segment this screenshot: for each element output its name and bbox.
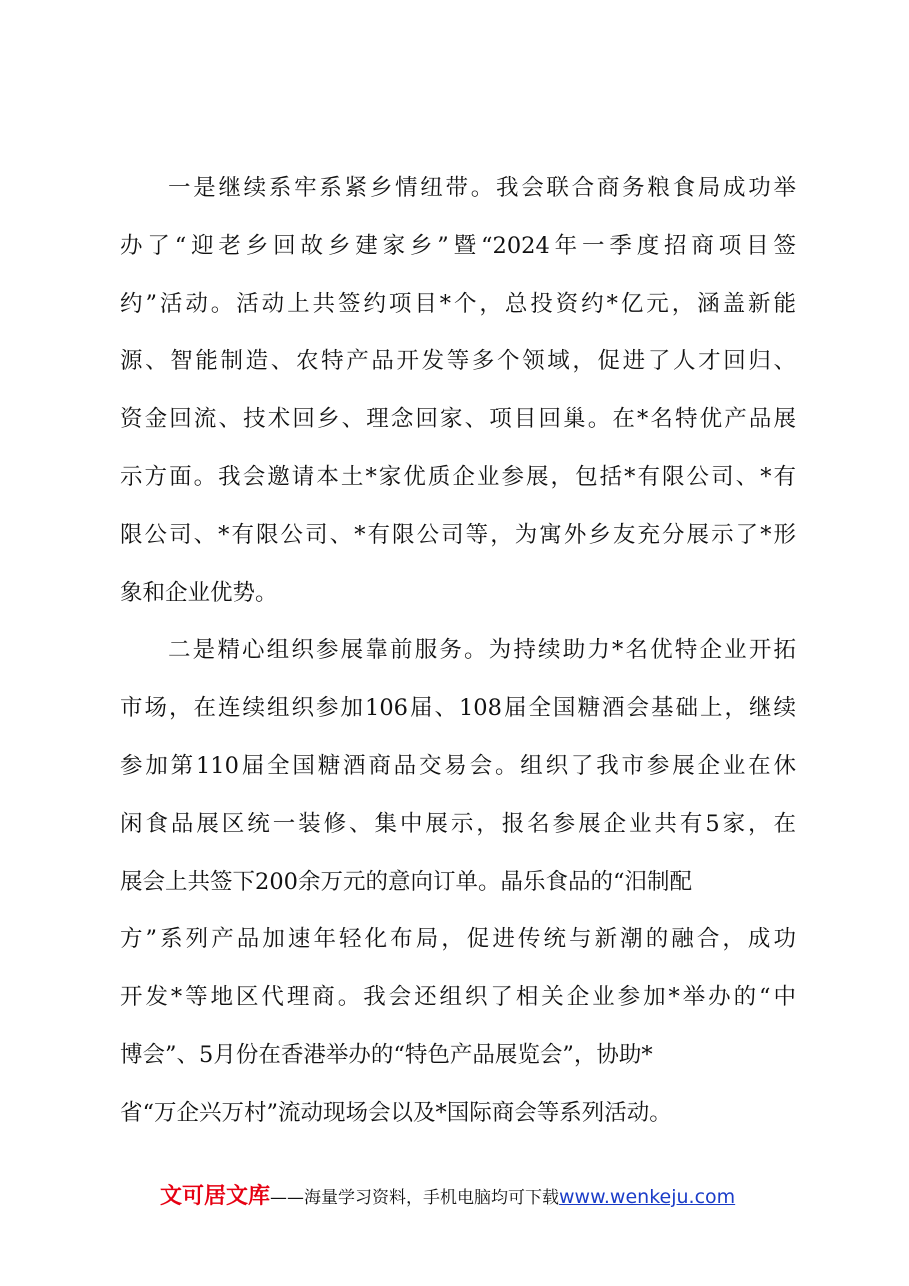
paragraph-1-line: 一是继续系牢系紧乡情纽带。我会联合商务粮食局成功举 (168, 175, 796, 201)
paragraph-1-line: 限公司、*有限公司、*有限公司等，为寓外乡友充分展示了*形 (120, 521, 796, 548)
footer-brand: 文可居文库 (160, 1184, 271, 1209)
paragraph-2-line: 省“万企兴万村”流动现场会以及*国际商会等系列活动。 (120, 1099, 672, 1126)
paragraph-2-line: 开发*等地区代理商。我会还组织了相关企业参加*举办的“中 (120, 984, 796, 1011)
footer-tagline: ——海量学习资料，手机电脑均可下载 (270, 1188, 560, 1208)
document-body (120, 160, 796, 1143)
footer-watermark (160, 1180, 860, 1214)
paragraph-2-line: 参加第110届全国糖酒商品交易会。组织了我市参展企业在休 (120, 752, 796, 779)
paragraph-1-line: 示方面。我会邀请本土*家优质企业参展，包括*有限公司、*有 (120, 463, 796, 490)
paragraph-1-line: 资金回流、技术回乡、理念回家、项目回巢。在*名特优产品展 (120, 406, 796, 433)
paragraph-2-line: 展会上共签下200余万元的意向订单。晶乐食品的“汨制配 (120, 868, 692, 895)
paragraph-1-line: 象和企业优势。 (120, 579, 278, 606)
paragraph-2-line: 方”系列产品加速年轻化布局，促进传统与新潮的融合，成功 (120, 926, 796, 953)
paragraph-2-line: 博会”、5月份在香港举办的“特色产品展览会”，协助* (120, 1041, 653, 1068)
paragraph-1-line: 源、智能制造、农特产品开发等多个领域，促进了人才回归、 (120, 348, 796, 375)
paragraph-2-line: 二是精心组织参展靠前服务。为持续助力*名优特企业开拓 (168, 637, 796, 664)
paragraph-2-line: 闲食品展区统一装修、集中展示，报名参展企业共有5家，在 (120, 810, 796, 837)
paragraph-2-line: 市场，在连续组织参加106届、108届全国糖酒会基础上，继续 (120, 695, 796, 722)
paragraph-1-line: 约”活动。活动上共签约项目*个，总投资约*亿元，涵盖新能 (120, 290, 796, 317)
paragraph-1-line: 办了“迎老乡回故乡建家乡”暨“2024年一季度招商项目签 (120, 232, 796, 259)
footer-url-link[interactable]: www.wenkeju.com (559, 1186, 736, 1208)
